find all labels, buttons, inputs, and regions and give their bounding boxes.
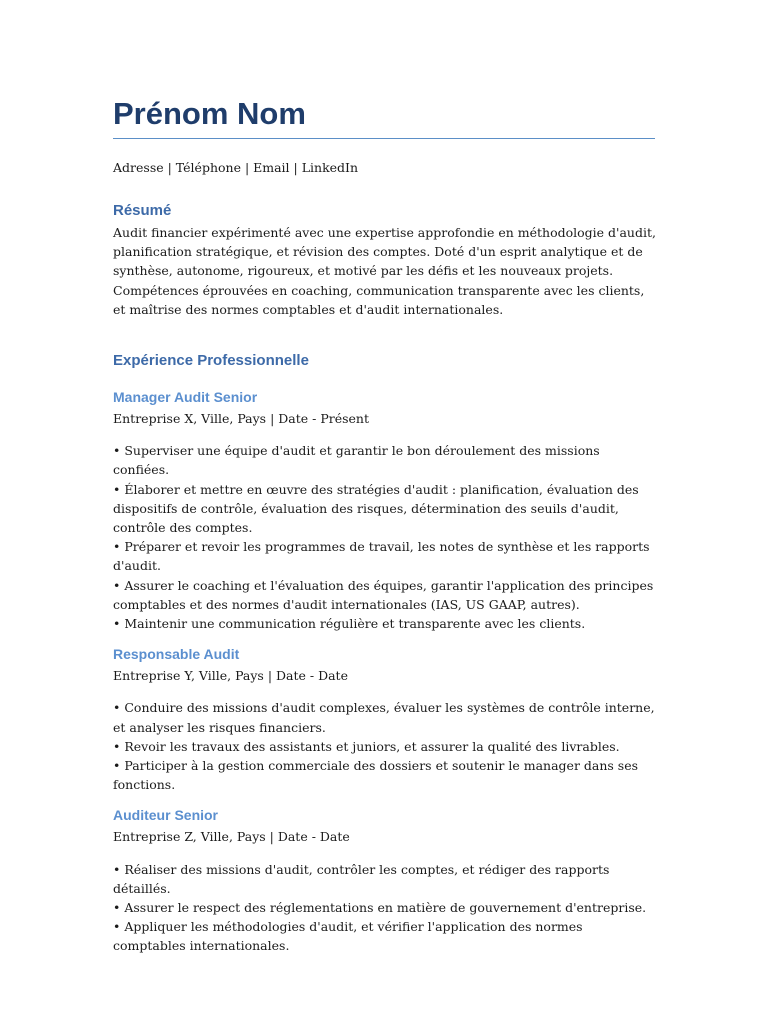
job-bullet: • Appliquer les méthodologies d'audit, et vérifier l'application des normes comptables internationales. bbox=[113, 917, 658, 955]
job-bullet: • Assurer le respect des réglementations en matière de gouvernement d'entreprise. bbox=[113, 898, 658, 917]
job-bullet-list bbox=[113, 698, 658, 794]
job-entry bbox=[113, 805, 658, 955]
job-company: Entreprise X, Ville, Pays | Date - Présent bbox=[113, 411, 369, 427]
job-company: Entreprise Y, Ville, Pays | Date - Date bbox=[113, 668, 348, 684]
contact-line: Adresse | Téléphone | Email | LinkedIn bbox=[113, 160, 359, 175]
job-bullet: • Réaliser des missions d'audit, contrôler les comptes, et rédiger des rapports détaillés. bbox=[113, 860, 658, 898]
job-company: Entreprise Z, Ville, Pays | Date - Date bbox=[113, 829, 350, 845]
job-title: Responsable Audit bbox=[113, 646, 240, 663]
experience-heading: Expérience Professionnelle bbox=[113, 352, 309, 370]
job-bullet: • Participer à la gestion commerciale des dossiers et soutenir le manager dans ses fonctions. bbox=[113, 756, 658, 794]
job-bullet: • Superviser une équipe d'audit et garantir le bon déroulement des missions confiées. bbox=[113, 441, 658, 479]
candidate-name: Prénom Nom bbox=[113, 96, 306, 131]
job-bullet-list bbox=[113, 441, 658, 633]
job-bullet: • Assurer le coaching et l'évaluation des équipes, garantir l'application des principes comptables et des normes d'audit internationales (IAS, US GAAP, autres). bbox=[113, 576, 658, 614]
job-title: Auditeur Senior bbox=[113, 807, 219, 824]
resume-document bbox=[113, 92, 658, 956]
name-divider bbox=[113, 138, 655, 139]
job-bullet: • Préparer et revoir les programmes de travail, les notes de synthèse et les rapports d'audit. bbox=[113, 537, 658, 575]
job-bullet-list bbox=[113, 860, 658, 956]
job-bullet: • Maintenir une communication régulière et transparente avec les clients. bbox=[113, 614, 658, 633]
job-bullet: • Élaborer et mettre en œuvre des stratégies d'audit : planification, évaluation des dispositifs de contrôle, évaluation des risques, détermination des seuils d'audit, contrôle des comptes. bbox=[113, 480, 658, 538]
job-bullet: • Conduire des missions d'audit complexes, évaluer les systèmes de contrôle interne, et analyser les risques financiers. bbox=[113, 698, 658, 736]
job-bullet: • Revoir les travaux des assistants et juniors, et assurer la qualité des livrables. bbox=[113, 737, 658, 756]
summary-text: Audit financier expérimenté avec une expertise approfondie en méthodologie d'audit, planification stratégique, et révision des comptes. Doté d'un esprit analytique et de synthèse, autonome, rigoureux, et motivé par les défis et les nouveaux projets. Compétences éprouvées en coaching, communication transparente avec les clients, et maîtrise des normes comptables et d'audit internationales. bbox=[113, 225, 656, 317]
summary-heading: Résumé bbox=[113, 202, 172, 219]
job-title: Manager Audit Senior bbox=[113, 389, 258, 406]
job-entry bbox=[113, 387, 658, 633]
job-entry bbox=[113, 644, 658, 794]
